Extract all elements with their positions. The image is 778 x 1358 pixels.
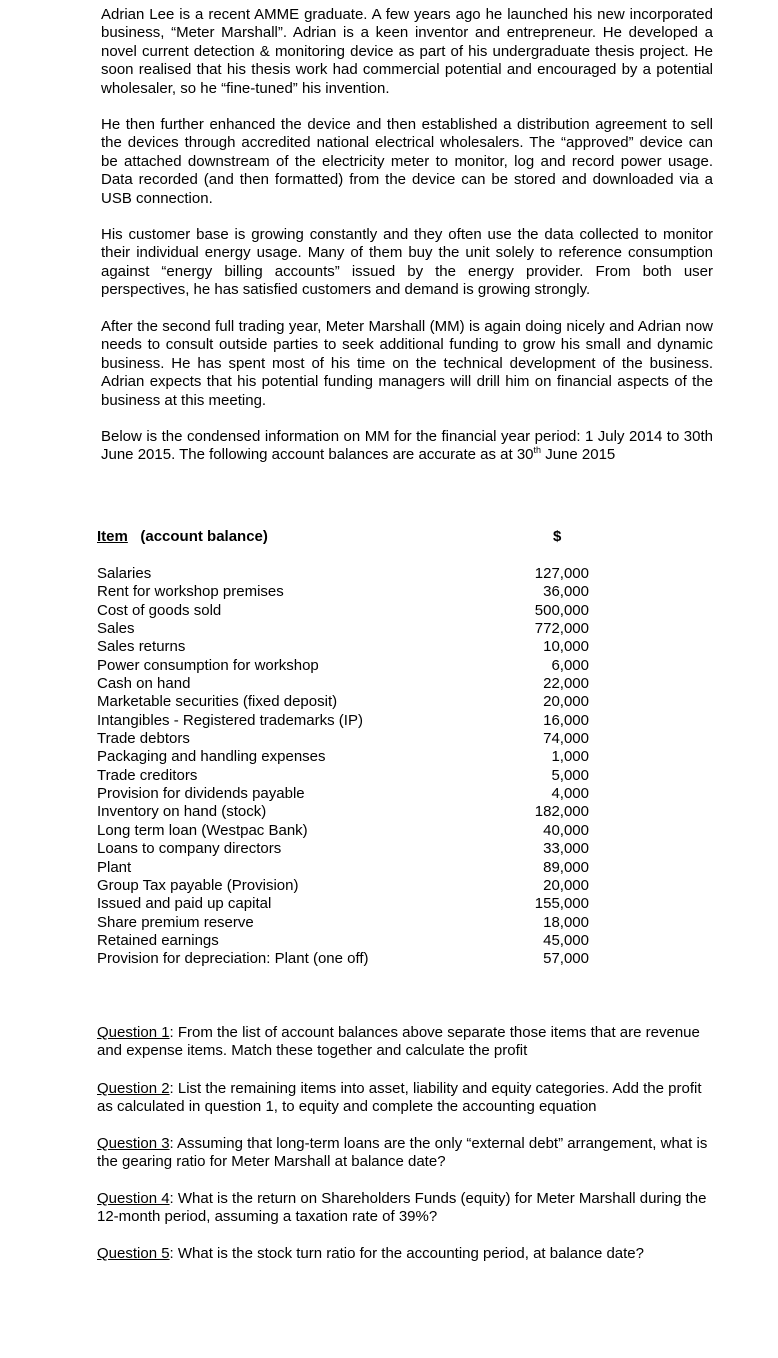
account-value: 6,000 xyxy=(551,656,589,674)
question-1-title: Question 1 xyxy=(97,1024,170,1041)
question-1-text: : From the list of account balances above separate those items that are revenue and expense items. Match these together and calculate the profit xyxy=(97,1024,700,1060)
account-value: 10,000 xyxy=(543,638,589,656)
question-3-title: Question 3 xyxy=(97,1135,170,1152)
account-value: 36,000 xyxy=(543,583,589,601)
account-label: Inventory on hand (stock) xyxy=(97,803,267,821)
question-2 xyxy=(97,1080,711,1117)
table-row xyxy=(97,785,589,803)
table-row xyxy=(97,693,589,711)
account-label: Retained earnings xyxy=(97,931,219,949)
account-value: 4,000 xyxy=(551,785,589,803)
intro-paragraph-3: His customer base is growing constantly and they often use the data collected to monitor their individual energy usage. Many of them buy the unit solely to reference consumption against “energy billing accounts” issued by the energy provider. From both user perspectives, he has satisfied customers and demand is growing strongly. xyxy=(101,226,713,299)
question-1 xyxy=(97,1024,711,1061)
intro-paragraph-4: After the second full trading year, Meter Marshall (MM) is again doing nicely and Adrian now needs to consult outside parties to seek additional funding to grow his small and dynamic business. He has spent most of his time on the technical development of the business. Adrian expects that his potential funding managers will drill him on financial aspects of the business at this meeting. xyxy=(101,318,713,409)
account-value: 182,000 xyxy=(534,803,589,821)
table-row xyxy=(97,932,589,950)
table-row xyxy=(97,914,589,932)
account-label: Cash on hand xyxy=(97,675,191,693)
account-value: 45,000 xyxy=(543,931,589,949)
table-row xyxy=(97,583,589,601)
question-3 xyxy=(97,1135,711,1172)
account-balance-table xyxy=(97,565,589,969)
intro-paragraph-5-end: June 2015 xyxy=(541,446,616,464)
account-label: Salaries xyxy=(97,565,152,582)
table-row xyxy=(97,877,589,895)
account-value: 16,000 xyxy=(543,711,589,729)
table-row xyxy=(97,565,589,583)
account-value: 772,000 xyxy=(534,620,589,638)
question-4 xyxy=(97,1190,711,1227)
question-2-title: Question 2 xyxy=(97,1080,170,1097)
question-4-text: : What is the return on Shareholders Funds (equity) for Meter Marshall during the 12-month period, assuming a taxation rate of 39%? xyxy=(97,1190,707,1226)
account-value: 1,000 xyxy=(551,748,589,766)
account-value: 500,000 xyxy=(534,601,589,619)
account-label: Packaging and handling expenses xyxy=(97,748,326,766)
account-value: 74,000 xyxy=(543,730,589,748)
table-row xyxy=(97,602,589,620)
account-value: 89,000 xyxy=(543,858,589,876)
table-row xyxy=(97,803,589,821)
account-label: Loans to company directors xyxy=(97,840,282,858)
table-header-item: Item xyxy=(97,528,128,545)
account-label: Trade creditors xyxy=(97,766,198,784)
question-5 xyxy=(97,1245,711,1263)
account-label: Power consumption for workshop xyxy=(97,656,319,674)
question-4-title: Question 4 xyxy=(97,1190,170,1207)
table-row xyxy=(97,767,589,785)
question-5-title: Question 5 xyxy=(97,1245,170,1262)
account-label: Plant xyxy=(97,858,132,876)
table-row xyxy=(97,675,589,693)
account-label: Marketable securities (fixed deposit) xyxy=(97,693,338,711)
account-value: 5,000 xyxy=(551,766,589,784)
account-label: Rent for workshop premises xyxy=(97,583,284,601)
account-value: 127,000 xyxy=(534,565,589,582)
ordinal-suffix: th xyxy=(533,445,542,456)
account-label: Trade debtors xyxy=(97,730,190,748)
intro-paragraph-1: Adrian Lee is a recent AMME graduate. A few years ago he launched his new incorporated business, “Meter Marshall”. Adrian is a keen inventor and entrepreneur. He developed a novel current detection & monitoring device as part of his undergraduate thesis project. He soon realised that his thesis work had commercial potential and encouraged by a potential wholesaler, so he “fine-tuned” his invention. xyxy=(101,6,713,97)
account-label: Provision for dividends payable xyxy=(97,785,305,803)
account-value: 40,000 xyxy=(543,821,589,839)
account-label: Issued and paid up capital xyxy=(97,895,272,913)
intro-paragraph-5 xyxy=(101,428,713,465)
question-5-text: : What is the stock turn ratio for the accounting period, at balance date? xyxy=(169,1245,644,1262)
account-value: 33,000 xyxy=(543,840,589,858)
account-label: Provision for depreciation: Plant (one off) xyxy=(97,950,369,968)
table-row xyxy=(97,840,589,858)
question-2-text: : List the remaining items into asset, liability and equity categories. Add the profit as calculated in question 1, to equity and complete the accounting equation xyxy=(97,1080,702,1116)
table-row xyxy=(97,895,589,913)
account-label: Long term loan (Westpac Bank) xyxy=(97,821,308,839)
question-3-text: : Assuming that long-term loans are the only “external debt” arrangement, what is the gearing ratio for Meter Marshall at balance date? xyxy=(97,1135,708,1171)
intro-paragraph-5-text: Below is the condensed information on MM for the financial year period: 1 July 2014 to 30th June 2015. The following account balances are accurate as at 30 xyxy=(101,428,713,464)
table-row xyxy=(97,712,589,730)
account-value: 155,000 xyxy=(534,895,589,913)
account-value: 18,000 xyxy=(543,913,589,931)
table-header-currency: $ xyxy=(553,528,562,545)
account-value: 20,000 xyxy=(543,693,589,711)
table-row xyxy=(97,657,589,675)
account-label: Cost of goods sold xyxy=(97,601,222,619)
account-label: Group Tax payable (Provision) xyxy=(97,876,299,894)
account-label: Intangibles - Registered trademarks (IP) xyxy=(97,711,363,729)
account-label: Share premium reserve xyxy=(97,913,254,931)
account-label: Sales xyxy=(97,620,135,638)
table-row xyxy=(97,822,589,840)
account-value: 20,000 xyxy=(543,876,589,894)
account-value: 57,000 xyxy=(543,950,589,968)
table-header xyxy=(97,528,597,545)
table-row xyxy=(97,730,589,748)
table-row xyxy=(97,859,589,877)
table-header-description: (account balance) xyxy=(140,528,268,545)
intro-paragraph-2: He then further enhanced the device and then established a distribution agreement to sell the devices through accredited national electrical wholesalers. The “approved” device can be attached downstream of the electricity meter to monitor, log and record power usage. Data recorded (and then formatted) from the device can be stored and downloaded via a USB connection. xyxy=(101,116,713,207)
account-label: Sales returns xyxy=(97,638,186,656)
table-row xyxy=(97,748,589,766)
account-value: 22,000 xyxy=(543,675,589,693)
table-row xyxy=(97,638,589,656)
table-row xyxy=(97,950,589,968)
table-row xyxy=(97,620,589,638)
